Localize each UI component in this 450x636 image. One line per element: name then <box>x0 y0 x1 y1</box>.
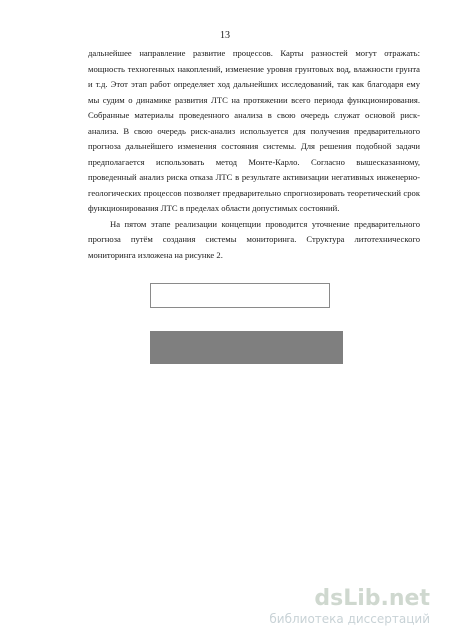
paragraph-2: На пятом этапе реализации концепции проводится уточнение предварительного прогноза путём создания системы мониторинга. Структура литотехнического мониторинга изложена на рисунке 2. <box>88 218 420 260</box>
paragraph-1: дальнейшее направление развитие процессов. Карты разностей могут отражать: мощность техногенных накоплений, изменение уровня грунтовых вод, влажности грунта и т.д. Этот этап работ определяет ход дальнейших исследований, так как благодаря ему мы судим о динамике развития ЛТС на протяжении всего периода функционирования. Собранные материалы проведенного анализа в свою очередь служат основой риск-анализа. В свою очередь риск-анализ используется для получения предварительного прогноза дальнейшего изменения состояния системы. Для решения подобной задачи предполагается использовать метод Монте-Карло. Согласно вышесказанному, проведенный анализ риска отказа ЛТС в результате активизации негативных инженерно-геологических процессов позволяет предварительно спрогнозировать теоретический срок функционирования ЛТС в пределах области допустимых состояний. <box>88 48 420 213</box>
document-body <box>88 46 420 263</box>
figure-box-outline <box>150 283 330 308</box>
watermark-tagline: библиотека диссертаций <box>269 612 430 626</box>
page-number: 13 <box>220 30 230 41</box>
figure-box-filled <box>150 331 343 364</box>
watermark-logo: dsLib.net <box>314 586 430 611</box>
watermark <box>269 588 430 626</box>
